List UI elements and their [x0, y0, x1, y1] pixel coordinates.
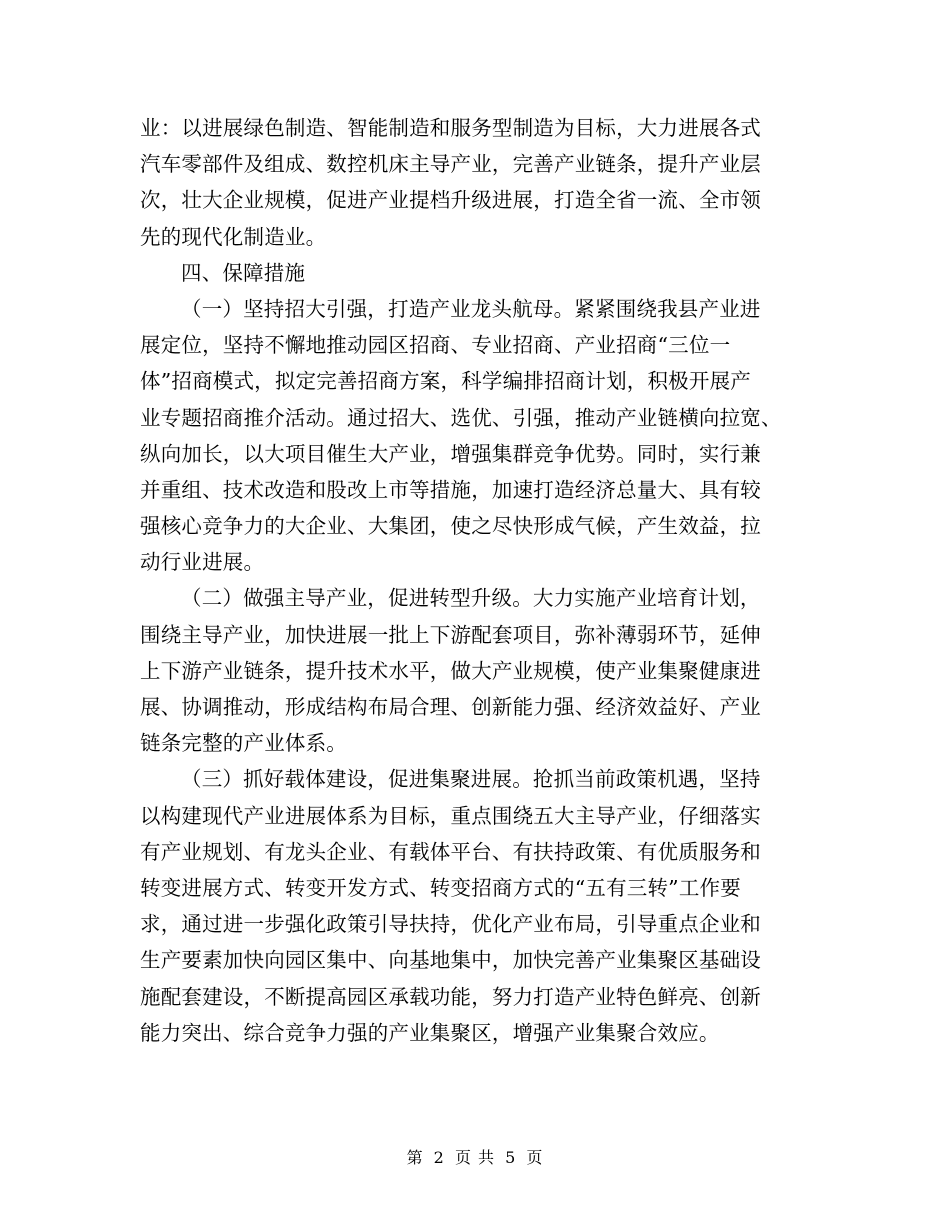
text-line: 业：以进展绿色制造、智能制造和服务型制造为目标，大力进展各式	[140, 116, 761, 140]
text-line: 有产业规划、有龙头企业、有载体平台、有扶持政策、有优质服务和	[140, 839, 761, 864]
footer-total-pages: 5	[505, 1148, 517, 1167]
text-line: 次，壮大企业规模，促进产业提档升级进展，打造全省一流、全市领	[140, 188, 761, 213]
paragraph-1-start: （一）坚持招大引强，打造产业龙头航母。紧紧围绕我县产业进	[181, 296, 761, 321]
text-line: 生产要素加快向园区集中、向基地集中，加快完善产业集聚区基础设	[140, 948, 761, 973]
text-line: 强核心竞争力的大企业、大集团，使之尽快形成气候，产生效益，拉	[140, 514, 761, 539]
text-line: 链条完整的产业体系。	[140, 731, 347, 756]
section-heading: 四、保障措施	[181, 260, 306, 285]
text-line: 能力突出、综合竞争力强的产业集聚区，增强产业集聚合效应。	[140, 1020, 720, 1045]
text-line: 动行业进展。	[140, 550, 265, 575]
text-line: 体”招商模式，拟定完善招商方案，科学编排招商计划，积极开展产	[140, 369, 751, 394]
text-line: 上下游产业链条，提升技术水平，做大产业规模，使产业集聚健康进	[140, 658, 761, 683]
paragraph-2-start: （二）做强主导产业，促进转型升级。大力实施产业培育计划，	[181, 586, 761, 611]
document-body	[140, 110, 810, 1051]
paragraph-3-start: （三）抓好载体建设，促进集聚进展。抢抓当前政策机遇，坚持	[181, 767, 761, 792]
footer-current-page: 2	[433, 1148, 445, 1167]
text-line: 并重组、技术改造和股改上市等措施，加速打造经济总量大、具有较	[140, 477, 761, 502]
text-line: 展定位，坚持不懈地推动园区招商、专业招商、产业招商“三位一	[140, 333, 731, 358]
text-line: 先的现代化制造业。	[140, 224, 327, 249]
text-line: 求，通过进一步强化政策引导扶持，优化产业布局，引导重点企业和	[140, 912, 761, 937]
page-footer	[0, 1148, 950, 1168]
footer-middle: 页 共	[454, 1148, 496, 1167]
text-line: 纵向加长，以大项目催生大产业，增强集群竞争优势。同时，实行兼	[140, 441, 761, 466]
text-line: 汽车零部件及组成、数控机床主导产业，完善产业链条，提升产业层	[140, 152, 761, 177]
text-line: 施配套建设，不断提高园区承载功能，努力打造产业特色鲜亮、创新	[140, 984, 761, 1009]
text-line: 围绕主导产业，加快进展一批上下游配套项目，弥补薄弱环节，延伸	[140, 622, 761, 647]
footer-suffix: 页	[526, 1148, 544, 1167]
text-line: 转变进展方式、转变开发方式、转变招商方式的“五有三转”工作要	[140, 875, 741, 900]
text-line: 以构建现代产业进展体系为目标，重点围绕五大主导产业，仔细落实	[140, 803, 761, 828]
text-line: 业专题招商推介活动。通过招大、选优、引强，推动产业链横向拉宽、	[140, 405, 782, 430]
footer-prefix: 第	[406, 1148, 424, 1167]
text-line: 展、协调推动，形成结构布局合理、创新能力强、经济效益好、产业	[140, 695, 761, 719]
